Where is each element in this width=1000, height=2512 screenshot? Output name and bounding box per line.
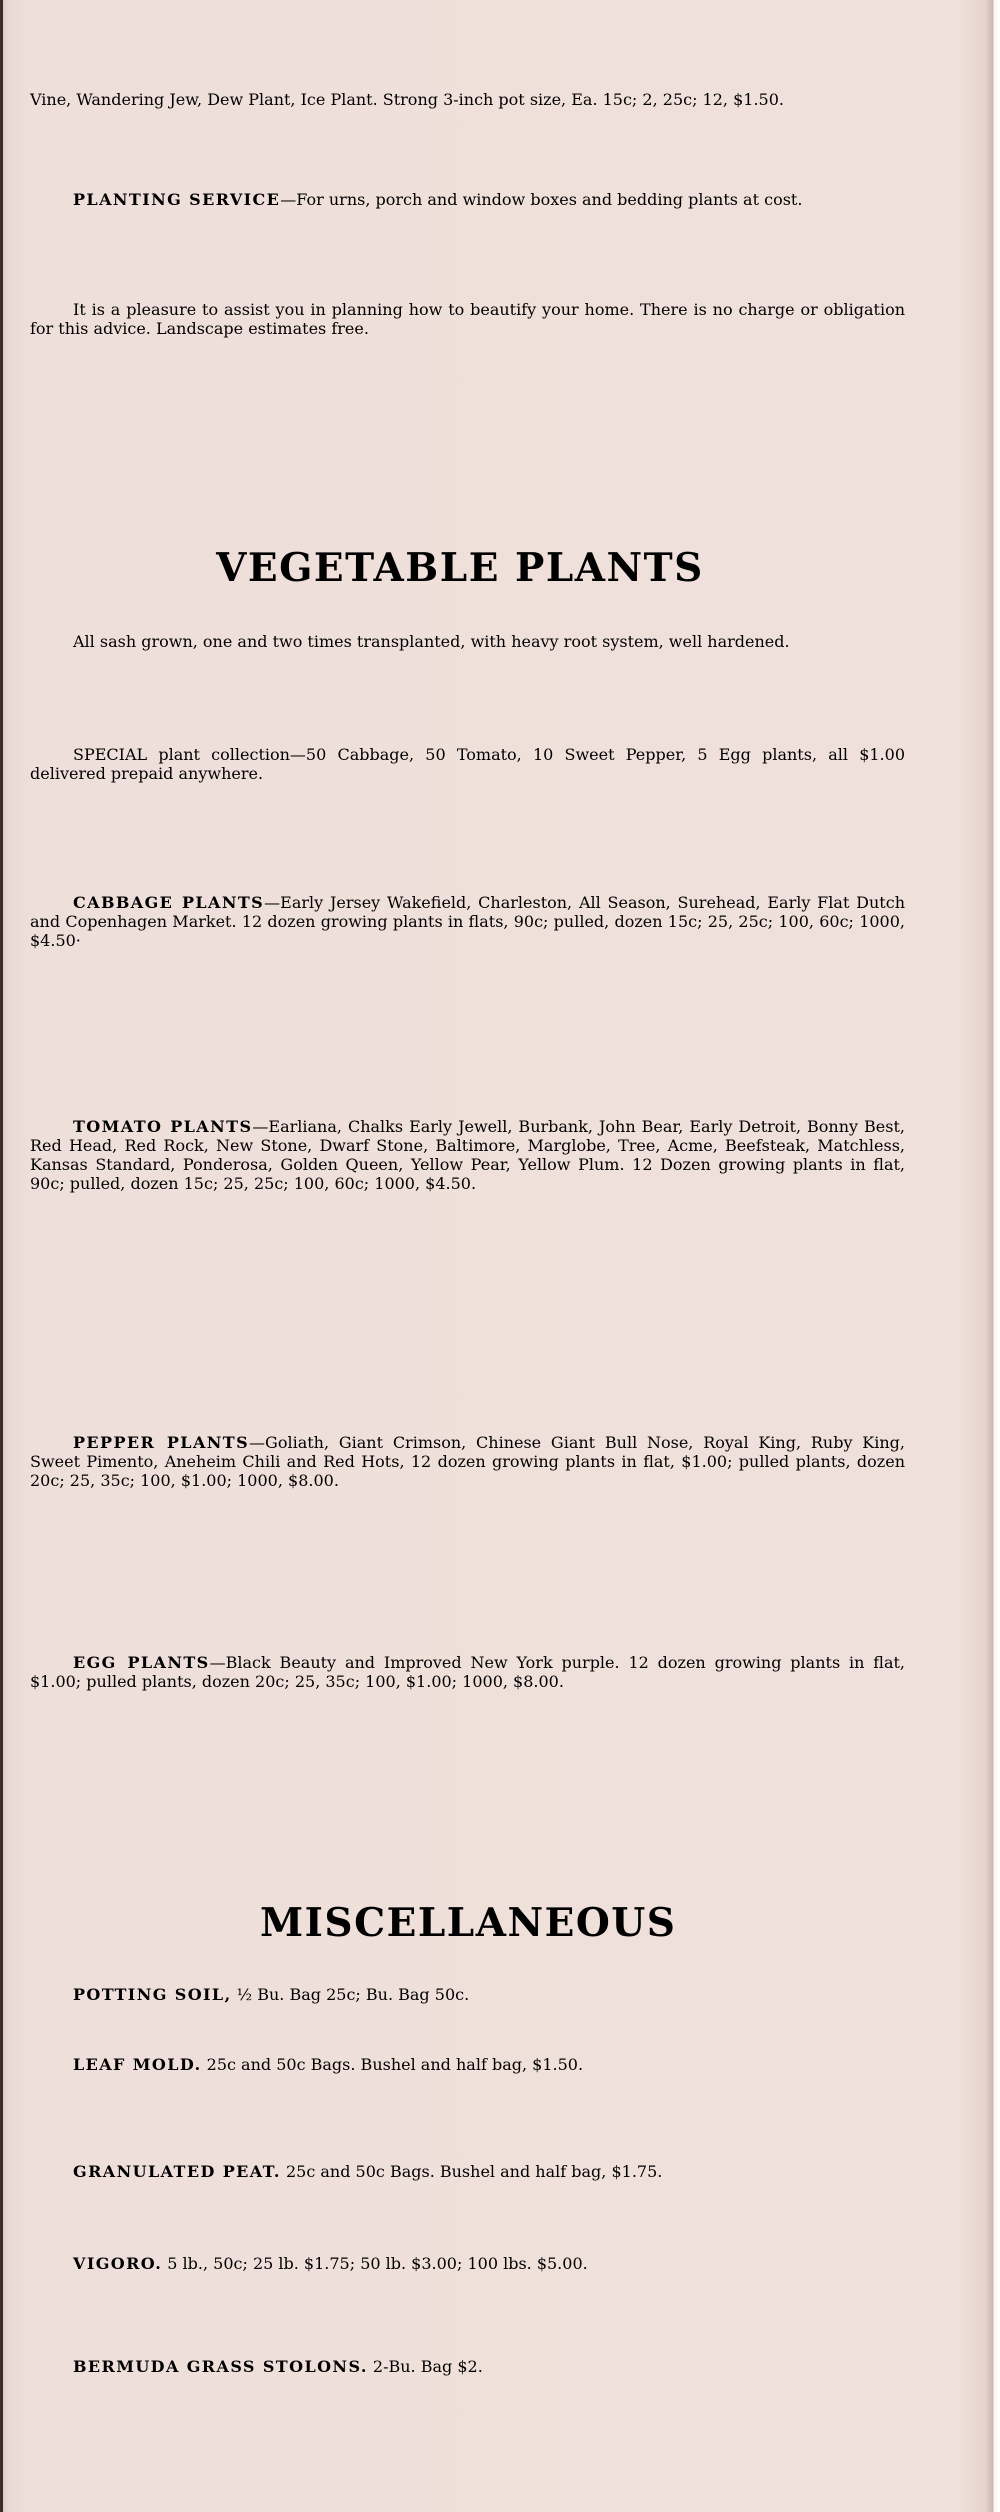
granulated-peat-label: GRANULATED PEAT. [73, 2162, 281, 2181]
special-collection-paragraph [30, 745, 905, 783]
advice-paragraph [30, 300, 905, 338]
egg-label: EGG PLANTS [73, 1653, 210, 1672]
leaf-mold-text: 25c and 50c Bags. Bushel and half bag, $1.50. [201, 2055, 584, 2074]
leaf-mold-paragraph [30, 2055, 905, 2074]
vigoro-label: VIGORO. [73, 2254, 163, 2273]
cabbage-plants-paragraph [30, 893, 905, 950]
leaf-mold-label: LEAF MOLD. [73, 2055, 202, 2074]
plants-tail-text: Vine, Wandering Jew, Dew Plant, Ice Plant. Strong 3-inch pot size, Ea. 15c; 2, 25c; 12, $1.50. [30, 90, 784, 109]
plants-tail-paragraph [30, 90, 905, 109]
egg-plants-paragraph [30, 1653, 905, 1691]
planting-service-label: PLANTING SERVICE [73, 190, 281, 209]
tomato-text: —Earliana, Chalks Early Jewell, Burbank, John Bear, Early Detroit, Bonny Best, Red Head, Red Rock, New Stone, Dwarf Stone, Baltimore, Marglobe, Tree, Acme, Beefsteak, Matchless, Kansas Standard, Ponderosa, Golden Queen, Yellow Pear, Yellow Plum. 12 Dozen growing plants in flat, 90c; pulled, dozen 15c; 25, 25c; 100, 60c; 1000, $4.50. [30, 1117, 906, 1193]
advice-text: It is a pleasure to assist you in planning how to beautify your home. There is no charge or obligation for this advice. Landscape estimates free. [30, 300, 905, 338]
potting-soil-text: ½ Bu. Bag 25c; Bu. Bag 50c. [231, 1985, 470, 2004]
potting-soil-label: POTTING SOIL, [73, 1985, 232, 2004]
granulated-peat-paragraph [30, 2162, 905, 2181]
egg-text: —Black Beauty and Improved New York purple. 12 dozen growing plants in flat, $1.00; pulled plants, dozen 20c; 25, 35c; 100, $1.00; 1000, $8.00. [30, 1653, 905, 1691]
bermuda-grass-text: 2-Bu. Bag $2. [367, 2357, 483, 2376]
pepper-label: PEPPER PLANTS [73, 1433, 250, 1452]
cabbage-label: CABBAGE PLANTS [73, 893, 265, 912]
special-label: SPECIAL [73, 745, 148, 764]
vigoro-text: 5 lb., 50c; 25 lb. $1.75; 50 lb. $3.00; 100 lbs. $5.00. [162, 2254, 588, 2273]
bermuda-grass-paragraph [30, 2357, 905, 2376]
planting-service-text: —For urns, porch and window boxes and bedding plants at cost. [280, 190, 803, 209]
bermuda-grass-label: BERMUDA GRASS STOLONS. [73, 2357, 368, 2376]
potting-soil-paragraph [30, 1985, 905, 2004]
vigoro-paragraph [30, 2254, 905, 2273]
cabbage-text: —Early Jersey Wakefield, Charleston, All Season, Surehead, Early Flat Dutch and Copenhagen Market. 12 dozen growing plants in flats, 90c; pulled, dozen 15c; 25, 25c; 100, 60c; 1000, $4.50· [30, 893, 905, 950]
vegetable-intro-paragraph [30, 632, 905, 651]
planting-service-paragraph [30, 190, 905, 209]
miscellaneous-heading: MISCELLANEOUS [260, 1900, 677, 1946]
pepper-text: —Goliath, Giant Crimson, Chinese Giant Bull Nose, Royal King, Ruby King, Sweet Pimento, Aneheim Chili and Red Hots, 12 dozen growing plants in flat, $1.00; pulled plants, dozen 20c; 25, 35c; 100, $1.00; 1000, $8.00. [30, 1433, 905, 1490]
vegetable-intro-text: All sash grown, one and two times transplanted, with heavy root system, well hardened. [73, 632, 790, 651]
special-text: plant collection—50 Cabbage, 50 Tomato, 10 Sweet Pepper, 5 Egg plants, all $1.00 delivered prepaid anywhere. [30, 745, 905, 783]
granulated-peat-text: 25c and 50c Bags. Bushel and half bag, $1.75. [280, 2162, 663, 2181]
tomato-plants-paragraph [30, 1117, 905, 1193]
tomato-label: TOMATO PLANTS [73, 1117, 253, 1136]
vegetable-plants-heading: VEGETABLE PLANTS [216, 545, 704, 591]
pepper-plants-paragraph [30, 1433, 905, 1490]
